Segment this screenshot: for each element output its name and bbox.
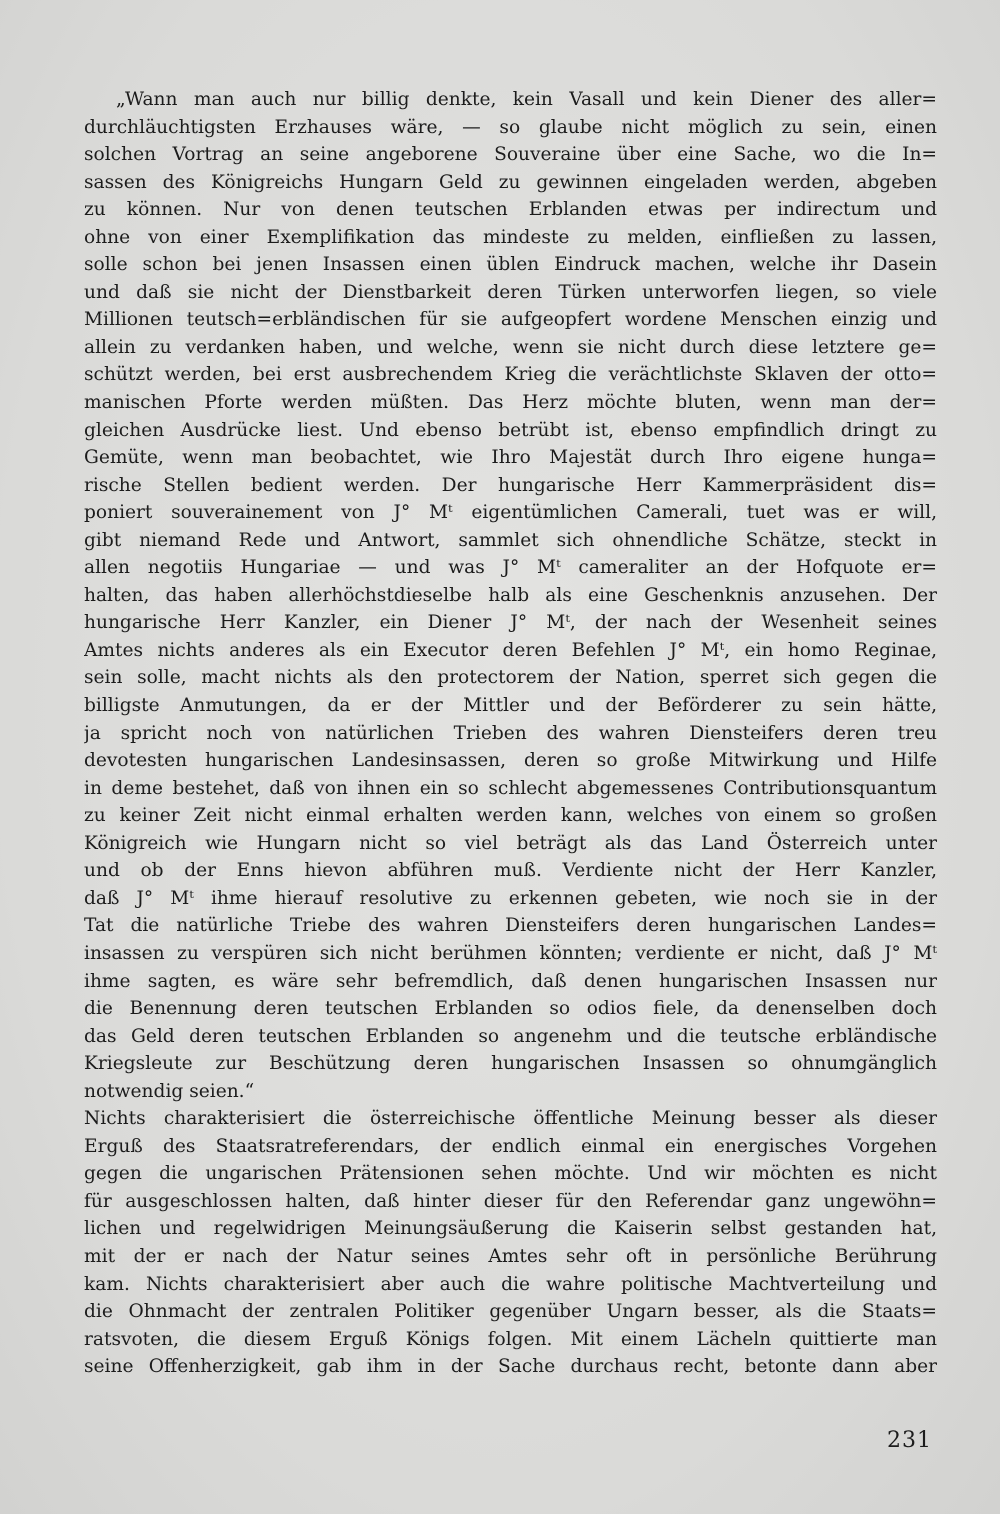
text-line: halten, das haben allerhöchstdieselbe halb als eine Geschenknis anzusehen. Der (84, 584, 937, 606)
text-line: daß J° Mᵗ ihme hierauf resolutive zu erkennen gebeten, wie noch sie in der (84, 887, 937, 909)
text-line: poniert souverainement von J° Mᵗ eigentümlichen Camerali, tuet was er will, (84, 502, 937, 524)
text-line: solle schon bei jenen Insassen einen üblen Eindruck machen, welche ihr Dasein (84, 254, 937, 276)
text-line: ratsvoten, die diesem Erguß Königs folgen. Mit einem Lächeln quittierte man (84, 1328, 937, 1350)
text-line: rische Stellen bedient werden. Der hungarische Herr Kammerpräsident dis= (84, 474, 937, 496)
text-line: Erguß des Staatsratreferendars, der endlich einmal ein energisches Vorgehen (84, 1135, 937, 1157)
text-line: sassen des Königreichs Hungarn Geld zu gewinnen eingeladen werden, abgeben (84, 171, 937, 193)
text-line: seine Offenherzigkeit, gab ihm in der Sache durchaus recht, betonte dann aber (84, 1356, 937, 1378)
text-line: und ob der Enns hievon abführen muß. Verdiente nicht der Herr Kanzler, (84, 860, 937, 882)
text-line: zu keiner Zeit nicht einmal erhalten werden kann, welches von einem so großen (84, 805, 937, 827)
text-line: allen negotiis Hungariae — und was J° Mᵗ cameraliter an der Hofquote er= (84, 557, 937, 579)
text-line: durchläuchtigsten Erzhauses wäre, — so glaube nicht möglich zu sein, einen (84, 116, 937, 138)
text-line: hungarische Herr Kanzler, ein Diener J° Mᵗ, der nach der Wesenheit seines (84, 612, 937, 634)
text-line: die Ohnmacht der zentralen Politiker gegenüber Ungarn besser, als die Staats= (84, 1301, 937, 1323)
text-line: Tat die natürliche Triebe des wahren Diensteifers deren hungarischen Landes= (84, 915, 937, 937)
text-line: sein solle, macht nichts als den protectorem der Nation, sperret sich gegen die (84, 667, 937, 689)
text-line: mit der er nach der Natur seines Amtes sehr oft in persönliche Berührung (84, 1245, 937, 1267)
text-line: schützt werden, bei erst ausbrechendem Krieg die verächtlichste Sklaven der otto= (84, 364, 937, 386)
text-line: in deme bestehet, daß von ihnen ein so schlecht abgemessenes Contributionsquantum (84, 777, 937, 799)
text-line: Kriegsleute zur Beschützung deren hungarischen Insassen so ohnumgänglich (84, 1053, 937, 1075)
text-line: ihme sagten, es wäre sehr befremdlich, daß denen hungarischen Insassen nur (84, 970, 937, 992)
text-line: notwendig seien.“ (84, 1080, 255, 1102)
text-line: die Benennung deren teutschen Erblanden so odios fiele, da denenselben doch (84, 998, 937, 1020)
text-line: Gemüte, wenn man beobachtet, wie Ihro Majestät durch Ihro eigene hunga= (84, 447, 937, 469)
text-line: gegen die ungarischen Prätensionen sehen möchte. Und wir möchten es nicht (84, 1163, 937, 1185)
text-line: kam. Nichts charakterisiert aber auch die wahre politische Machtverteilung und (84, 1273, 937, 1295)
text-line: lichen und regelwidrigen Meinungsäußerung die Kaiserin selbst gestanden hat, (84, 1218, 937, 1240)
text-line: allein zu verdanken haben, und welche, wenn sie nicht durch diese letztere ge= (84, 336, 937, 358)
text-line: billigste Anmutungen, da er der Mittler und der Beförderer zu sein hätte, (84, 695, 937, 717)
text-line: für ausgeschlossen halten, daß hinter dieser für den Referendar ganz ungewöhn= (84, 1190, 937, 1212)
text-line: das Geld deren teutschen Erblanden so angenehm und die teutsche erbländische (84, 1025, 937, 1047)
text-line: Nichts charakterisiert die österreichische öffentliche Meinung besser als dieser (84, 1108, 937, 1130)
text-line: devotesten hungarischen Landesinsassen, deren so große Mitwirkung und Hilfe (84, 750, 937, 772)
text-line: „Wann man auch nur billig denkte, kein Vasall und kein Diener des aller= (116, 89, 937, 110)
text-line: ohne von einer Exemplifikation das mindeste zu melden, einfließen zu lassen, (84, 226, 937, 248)
text-line: Amtes nichts anderes als ein Executor deren Befehlen J° Mᵗ, ein homo Reginae, (84, 639, 937, 661)
page-number: 231 (887, 1428, 932, 1453)
text-line: ja spricht noch von natürlichen Trieben des wahren Diensteifers deren treu (84, 722, 937, 744)
body-text (84, 86, 937, 1381)
text-line: Millionen teutsch=erbländischen für sie aufgeopfert wordene Menschen einzig und (84, 309, 937, 331)
text-line: manischen Pforte werden müßten. Das Herz möchte bluten, wenn man der= (84, 392, 937, 414)
text-line: solchen Vortrag an seine angeborene Souveraine über eine Sache, wo die In= (84, 144, 937, 166)
text-line: zu können. Nur von denen teutschen Erblanden etwas per indirectum und (84, 199, 937, 221)
text-line: Königreich wie Hungarn nicht so viel beträgt als das Land Österreich unter (84, 832, 937, 854)
text-line: gibt niemand Rede und Antwort, sammlet sich ohnendliche Schätze, steckt in (84, 529, 937, 551)
text-line: gleichen Ausdrücke liest. Und ebenso betrübt ist, ebenso empfindlich dringt zu (84, 419, 937, 441)
text-line: und daß sie nicht der Dienstbarkeit deren Türken unterworfen liegen, so viele (84, 281, 937, 303)
text-line: insassen zu verspüren sich nicht berühmen könnten; verdiente er nicht, daß J° Mᵗ (84, 942, 937, 964)
